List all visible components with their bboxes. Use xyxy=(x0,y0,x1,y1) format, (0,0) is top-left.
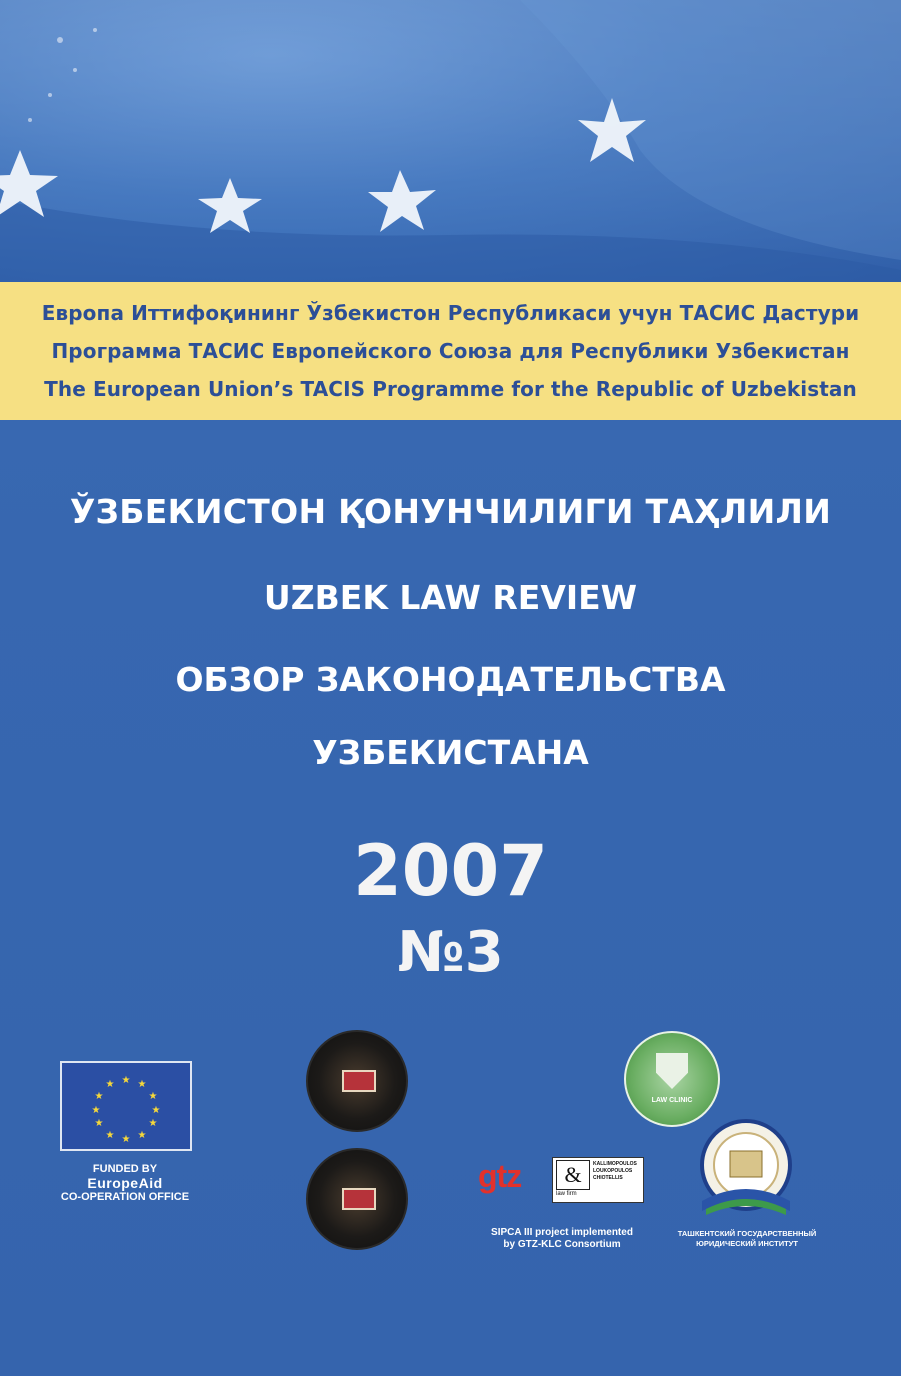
tgui-line-1: ТАШКЕНТСКИЙ ГОСУДАРСТВЕННЫЙ xyxy=(677,1229,817,1238)
svg-text:★: ★ xyxy=(137,1130,147,1141)
tashkent-law-institute-emblem-icon xyxy=(692,1115,800,1223)
programme-en: The European Union’s TACIS Programme for the Republic of Uzbekistan xyxy=(44,377,857,401)
sipca-line-1: SIPCA III project implemented xyxy=(491,1227,633,1238)
sipca-caption xyxy=(462,1227,662,1251)
eu-flag-icon xyxy=(60,1061,192,1151)
issue-year: 2007 xyxy=(353,830,548,912)
klc-firm-label: law firm xyxy=(556,1191,577,1197)
gbi-building-icon xyxy=(342,1188,376,1210)
law-clinic-logo xyxy=(624,1031,720,1127)
title-russian-line2: УЗБЕКИСТАНА xyxy=(312,733,589,772)
klc-name-2: LOUKOPOULOS xyxy=(593,1168,633,1174)
gbi-badge-bottom-logo xyxy=(306,1148,408,1250)
tgui-line-2: ЮРИДИЧЕСКИЙ ИНСТИТУТ xyxy=(696,1239,798,1248)
klc-names xyxy=(593,1161,637,1182)
title-english: UZBEK LAW REVIEW xyxy=(263,578,638,617)
svg-text:★: ★ xyxy=(121,1075,131,1086)
europeaid-text: EuropeAid xyxy=(87,1175,163,1191)
gbi-badge-top-logo xyxy=(306,1030,408,1132)
funded-by-text: FUNDED BY xyxy=(92,1163,158,1175)
eu-flag-banner xyxy=(0,0,901,282)
gbi-building-icon xyxy=(342,1070,376,1092)
title-russian-line1: ОБЗОР ЗАКОНОДАТЕЛЬСТВА xyxy=(175,660,726,699)
banner-stars-graphic xyxy=(0,0,901,282)
svg-text:★: ★ xyxy=(105,1130,115,1141)
co-operation-office-text: CO-OPERATION OFFICE xyxy=(60,1191,190,1203)
svg-text:★: ★ xyxy=(151,1105,161,1116)
tgui-caption xyxy=(654,1229,840,1249)
klc-name-1: KALLIMOPOULOS xyxy=(593,1161,637,1167)
klc-law-firm-logo xyxy=(552,1157,644,1203)
ampersand-icon: & xyxy=(556,1160,590,1190)
issue-number: №3 xyxy=(397,920,504,985)
svg-text:★: ★ xyxy=(105,1079,115,1090)
gtz-logo: gtz xyxy=(478,1158,522,1194)
svg-text:★: ★ xyxy=(91,1105,101,1116)
svg-text:★: ★ xyxy=(148,1118,158,1129)
law-clinic-label: LAW CLINIC xyxy=(651,1097,693,1104)
sipca-line-2: by GTZ-KLC Consortium xyxy=(503,1239,621,1250)
svg-text:★: ★ xyxy=(94,1091,104,1102)
funded-by-label xyxy=(40,1162,210,1204)
programme-uz: Европа Иттифоқининг Ўзбекистон Республикаси учун ТАСИС Дастури xyxy=(41,301,860,325)
shield-icon xyxy=(656,1053,688,1089)
title-uzbek: ЎЗБЕКИСТОН ҚОНУНЧИЛИГИ ТАҲЛИЛИ xyxy=(69,492,832,531)
svg-text:★: ★ xyxy=(121,1134,131,1145)
programme-strip xyxy=(0,282,901,420)
svg-text:★: ★ xyxy=(137,1079,147,1090)
klc-name-3: CHIOTELLIS xyxy=(593,1175,623,1181)
svg-text:★: ★ xyxy=(94,1118,104,1129)
svg-text:★: ★ xyxy=(148,1091,158,1102)
programme-ru: Программа ТАСИС Европейского Союза для Республики Узбекистан xyxy=(51,339,850,363)
